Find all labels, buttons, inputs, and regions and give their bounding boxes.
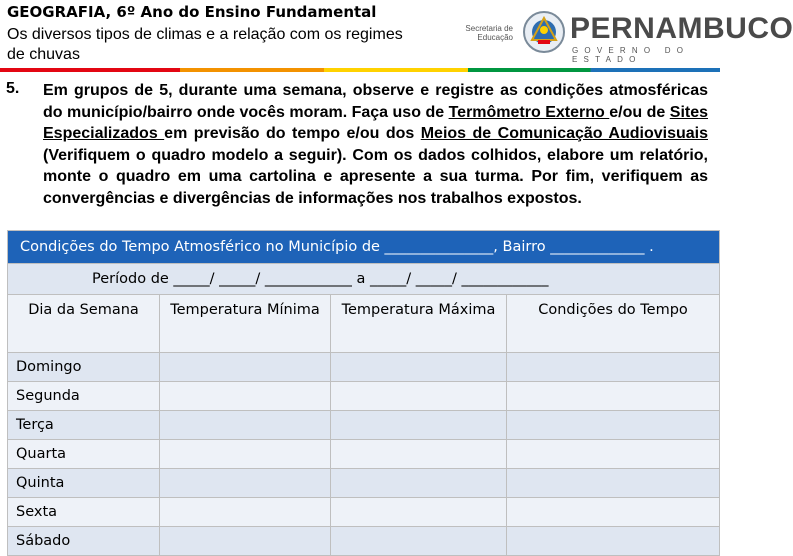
question-text <box>43 80 708 210</box>
empty-cell <box>331 527 507 556</box>
day-cell: Segunda <box>8 382 160 411</box>
table-row <box>8 353 720 382</box>
table-row <box>8 382 720 411</box>
table-row <box>8 440 720 469</box>
table-row <box>8 498 720 527</box>
empty-cell <box>160 498 331 527</box>
column-header: Dia da Semana <box>8 295 160 353</box>
lesson-subtitle: Os diversos tipos de climas e a relação com os regimes de chuvas <box>7 26 403 63</box>
weather-table <box>7 230 720 556</box>
empty-cell <box>160 411 331 440</box>
table-row <box>8 469 720 498</box>
table-row <box>8 527 720 556</box>
state-seal-icon <box>522 10 566 54</box>
empty-cell <box>160 527 331 556</box>
header <box>0 0 793 68</box>
column-header: Condições do Tempo <box>507 295 720 353</box>
brand-logo-text: PERNAMBUCO <box>570 12 793 45</box>
day-cell: Quarta <box>8 440 160 469</box>
empty-cell <box>507 382 720 411</box>
empty-cell <box>331 498 507 527</box>
table-row <box>8 411 720 440</box>
empty-cell <box>507 469 720 498</box>
day-cell: Sábado <box>8 527 160 556</box>
meios-link: Meios de Comunicação Audiovisuais <box>420 125 708 143</box>
color-stripe <box>0 68 720 72</box>
secretaria-line-1: Secretaria de <box>465 24 513 33</box>
empty-cell <box>507 498 720 527</box>
empty-cell <box>331 469 507 498</box>
question-number: 5. <box>6 80 20 97</box>
day-cell: Terça <box>8 411 160 440</box>
empty-cell <box>160 353 331 382</box>
question-part-4: (Verifiquem o quadro modelo a seguir). Com os dados colhidos, elabore um relatório, monte o quadro em uma cartolina e apresente a sua turma. Por fim, verifiquem as convergências e divergências de informações nos trabalhos expostos. <box>43 146 708 207</box>
empty-cell <box>507 527 720 556</box>
subject-title: GEOGRAFIA, 6º Ano do Ensino Fundamental <box>7 3 377 21</box>
secretaria-line-2: Educação <box>477 33 513 42</box>
question-part-2: e/ou de <box>609 103 670 121</box>
table-title: Condições do Tempo Atmosférico no Município de _______________, Bairro _____________ . <box>8 231 720 264</box>
day-cell: Quinta <box>8 469 160 498</box>
day-cell: Sexta <box>8 498 160 527</box>
empty-cell <box>331 440 507 469</box>
empty-cell <box>331 382 507 411</box>
empty-cell <box>331 353 507 382</box>
empty-cell <box>160 440 331 469</box>
day-cell: Domingo <box>8 353 160 382</box>
empty-cell <box>507 411 720 440</box>
termometro-link: Termômetro Externo <box>448 103 610 121</box>
period-row: Período de _____/ _____/ ____________ a _____/ _____/ ____________ <box>8 264 720 295</box>
empty-cell <box>507 440 720 469</box>
brand-subtitle: GOVERNO DO ESTADO <box>572 46 690 64</box>
empty-cell <box>160 469 331 498</box>
empty-cell <box>507 353 720 382</box>
empty-cell <box>160 382 331 411</box>
empty-cell <box>331 411 507 440</box>
question-part-1: Em grupos de 5, durante uma semana, observe e registre as condições atmosféricas do município/bairro onde vocês moram. Faça uso de <box>43 82 708 121</box>
column-header: Temperatura Mínima <box>160 295 331 353</box>
column-header: Temperatura Máxima <box>331 295 507 353</box>
secretaria-label <box>453 24 513 42</box>
question-part-3: em previsão do tempo e/ou dos <box>164 125 421 143</box>
sites-link: Sites Especializados <box>43 103 709 143</box>
